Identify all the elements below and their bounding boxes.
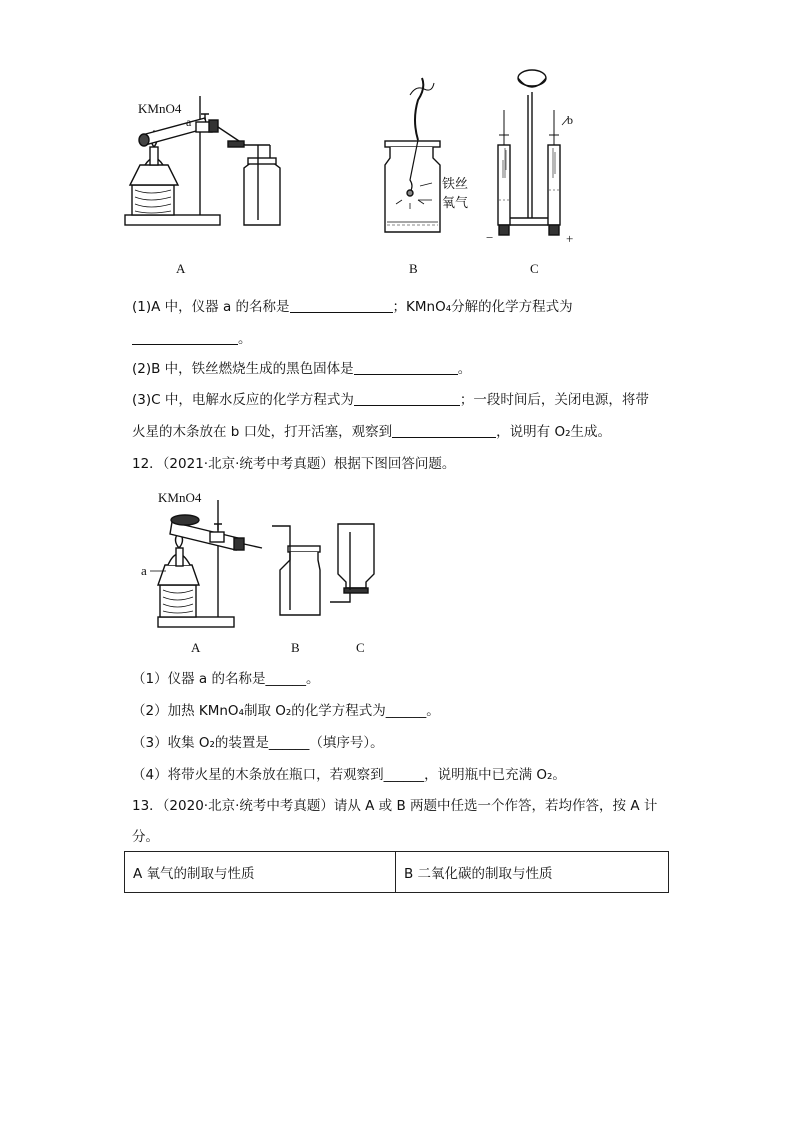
fig2-instrument-label: a (141, 563, 147, 578)
fig2-caption-c: C (356, 640, 365, 655)
fig1-caption-a: A (176, 261, 186, 276)
q13-line1: 13．（2020·北京·统考中考真题）请从 A 或 B 两题中任选一个作答，若均作答，按 A 计 (132, 798, 658, 814)
q12-s4: （4）将带火星的木条放在瓶口，若观察到______，说明瓶中已充满 O₂。 (132, 767, 566, 783)
figure-1 (0, 0, 794, 280)
q13-option-b: B 二氧化碳的制取与性质 (396, 852, 669, 893)
fig1-iron-wire-label: 铁丝 (442, 177, 469, 192)
q12-title: 12．（2021·北京·统考中考真题）根据下图回答问题。 (132, 456, 456, 472)
fig1-instrument-label: a (186, 115, 192, 129)
q12-s1: （1）仪器 a 的名称是______。 (132, 671, 320, 687)
q11-line3: (3)C 中，电解水反应的化学方程式为 ；一段时间后，关闭电源，将带 (132, 392, 649, 408)
q13-line2: 分。 (132, 829, 159, 845)
figure-2 (0, 480, 794, 660)
q12-s2: （2）加热 KMnO₄制取 O₂的化学方程式为______。 (132, 703, 440, 719)
q11-line1: (1)A 中，仪器 a 的名称是 ；KMnO₄分解的化学方程式为 (132, 299, 573, 315)
answer-blank[interactable] (290, 298, 393, 313)
fig2-bottle-b (272, 526, 320, 615)
apparatus-c-electrolysis (498, 70, 568, 235)
q11-line4: 火星的木条放在 b 口处，打开活塞，观察到 ，说明有 O₂生成。 (132, 424, 611, 440)
fig1-caption-c: C (530, 261, 539, 276)
fig1-pos-sign: + (566, 231, 574, 246)
fig1-valve-label: b (567, 113, 573, 127)
apparatus-b-iron-burning (385, 78, 440, 232)
answer-blank[interactable] (132, 330, 238, 345)
fig1-oxygen-label: 氧气 (442, 196, 469, 211)
fig2-apparatus-a (158, 500, 262, 627)
q11-line2: (2)B 中，铁丝燃烧生成的黑色固体是 。 (132, 361, 472, 377)
answer-blank[interactable] (354, 391, 460, 406)
fig2-bottle-c (330, 524, 374, 602)
fig1-reagent-label: KMnO4 (138, 101, 182, 116)
q11-line1-cont: 。 (132, 330, 252, 348)
q12-s3: （3）收集 O₂的装置是______（填序号）。 (132, 735, 384, 751)
fig2-caption-b: B (291, 640, 300, 655)
answer-blank[interactable] (392, 423, 496, 438)
fig1-neg-sign: − (486, 230, 494, 245)
fig2-caption-a: A (191, 640, 201, 655)
q13-option-table (124, 851, 669, 893)
q13-option-a: A 氧气的制取与性质 (125, 852, 396, 893)
fig1-caption-b: B (409, 261, 418, 276)
fig2-reagent-label: KMnO4 (158, 490, 202, 505)
answer-blank[interactable] (354, 360, 458, 375)
